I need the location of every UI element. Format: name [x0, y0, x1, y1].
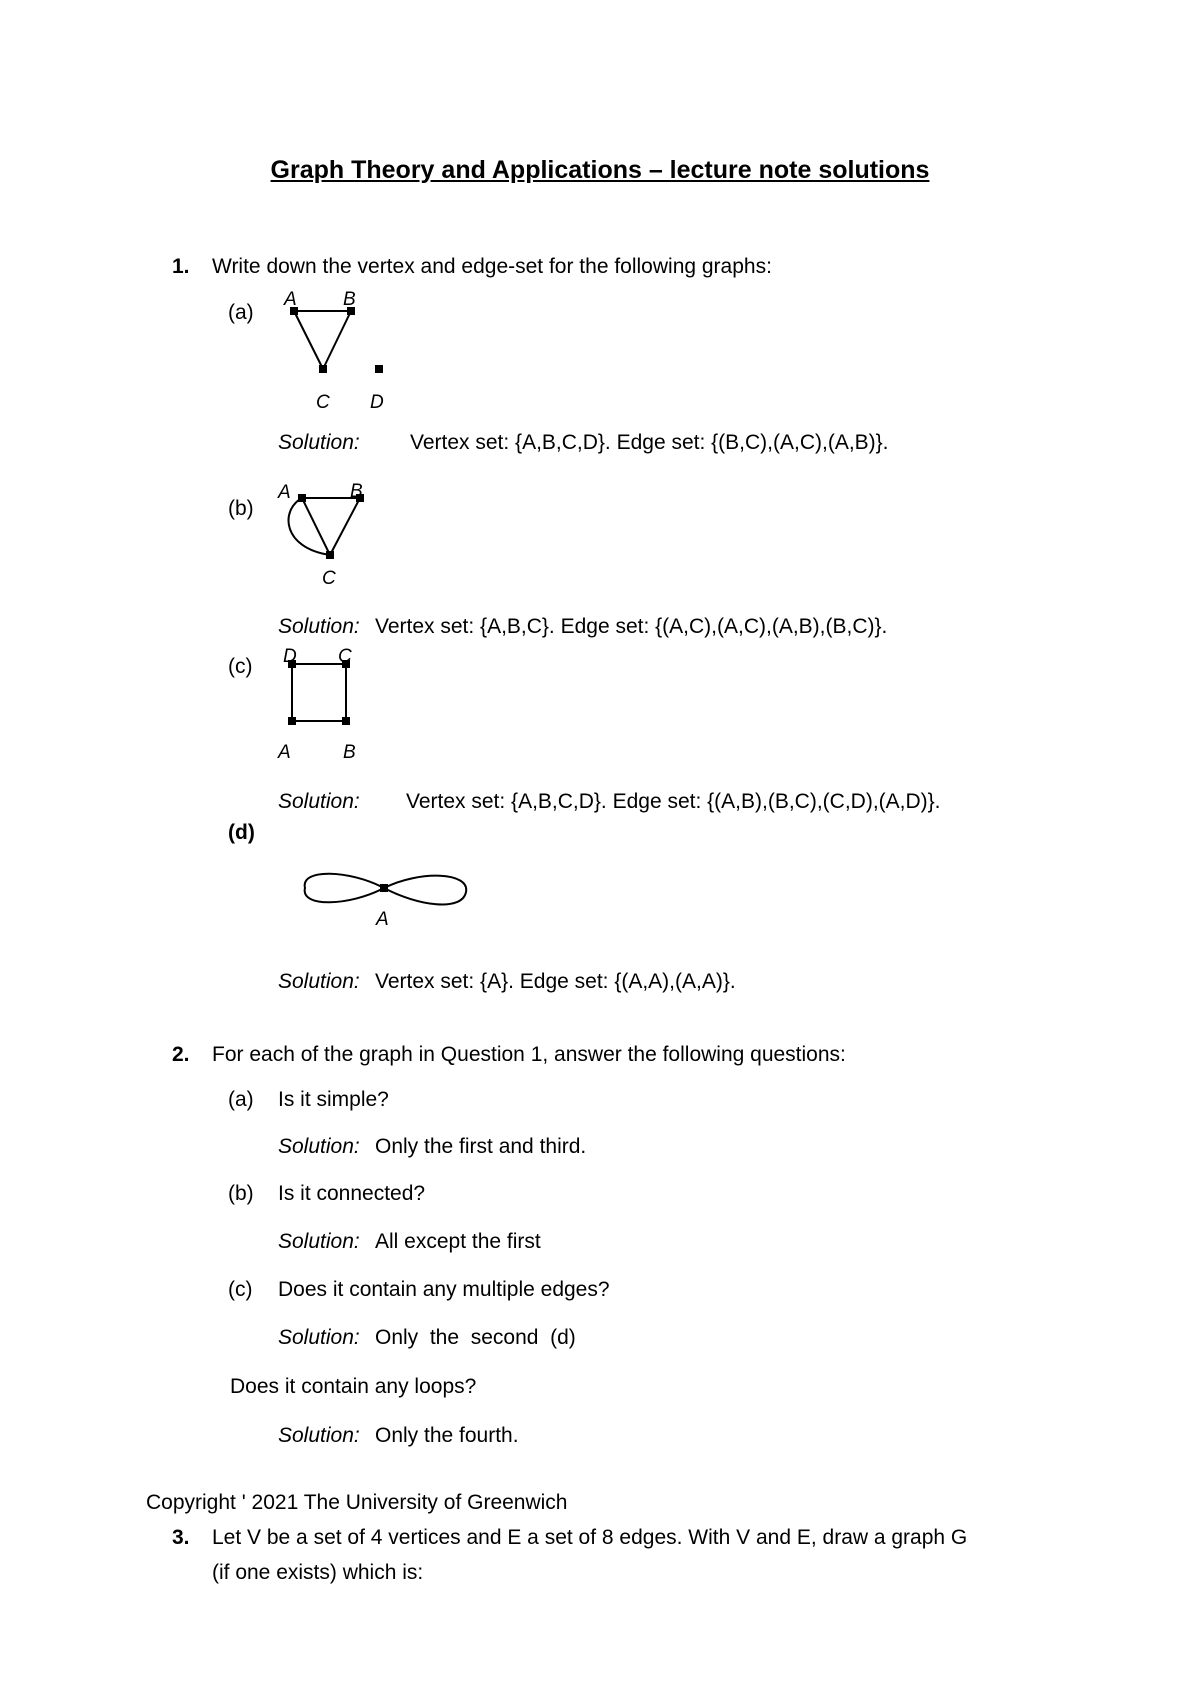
q1d-solution-text: Vertex set: {A}. Edge set: {(A,A),(A,A)}.: [375, 970, 736, 993]
q2a-question: Is it simple?: [278, 1088, 389, 1111]
q1a-solution-label: Solution:: [278, 431, 360, 454]
graph-d-label-a: A: [376, 909, 389, 930]
q2a-solution-text: Only the first and third.: [375, 1135, 587, 1158]
graph-b-label-c: C: [322, 568, 336, 589]
graph-a-label-c: C: [316, 392, 330, 413]
q2c-question: Does it contain any multiple edges?: [278, 1278, 610, 1301]
q2b-solution-text: All except the first: [375, 1230, 541, 1253]
q2a-label: (a): [228, 1088, 254, 1111]
q1-text: Write down the vertex and edge-set for the following graphs:: [212, 255, 772, 278]
q2-extra-solution-label: Solution:: [278, 1424, 360, 1447]
q3-line1: Let V be a set of 4 vertices and E a set of 8 edges. With V and E, draw a graph G: [212, 1526, 968, 1549]
q2-text: For each of the graph in Question 1, answer the following questions:: [212, 1043, 846, 1066]
graph-a-label-b: B: [343, 289, 356, 310]
q2c-solution-text: Only the second (d): [375, 1326, 576, 1349]
q2b-solution-label: Solution:: [278, 1230, 360, 1253]
copyright: Copyright ' 2021 The University of Greenwich: [146, 1491, 568, 1514]
graph-b-label-a: A: [278, 482, 291, 503]
q1c-solution-label: Solution:: [278, 790, 360, 813]
q1d-label: (d): [228, 821, 255, 844]
graph-a-label-a: A: [284, 289, 297, 310]
q1b-solution-label: Solution:: [278, 615, 360, 638]
q1c-label: (c): [228, 655, 253, 678]
q1b-label: (b): [228, 497, 254, 520]
q1b-solution-text: Vertex set: {A,B,C}. Edge set: {(A,C),(A,C),(A,B),(B,C)}.: [375, 615, 888, 638]
q1c-solution-text: Vertex set: {A,B,C,D}. Edge set: {(A,B),(B,C),(C,D),(A,D)}.: [406, 790, 941, 813]
graph-c-label-d: D: [283, 646, 297, 667]
graph-c-label-b: B: [343, 742, 356, 763]
q1a-solution-text: Vertex set: {A,B,C,D}. Edge set: {(B,C),(A,C),(A,B)}.: [410, 431, 889, 454]
q1-number: 1.: [172, 255, 190, 278]
q2b-question: Is it connected?: [278, 1182, 426, 1205]
q2-extra-question: Does it contain any loops?: [230, 1375, 477, 1398]
q2-extra-solution-text: Only the fourth.: [375, 1424, 519, 1447]
q1a-label: (a): [228, 301, 254, 324]
q2-number: 2.: [172, 1043, 190, 1066]
graph-b-label-b: B: [350, 481, 363, 502]
page-title: Graph Theory and Applications – lecture note solutions: [270, 156, 930, 184]
q2c-label: (c): [228, 1278, 253, 1301]
q2a-solution-label: Solution:: [278, 1135, 360, 1158]
q3-number: 3.: [172, 1526, 190, 1549]
graph-c-label-a: A: [278, 742, 291, 763]
graph-d-vertex-a: [380, 884, 388, 892]
q2c-solution-label: Solution:: [278, 1326, 360, 1349]
q3-line2: (if one exists) which is:: [212, 1561, 424, 1584]
q1d-solution-label: Solution:: [278, 970, 360, 993]
q2b-label: (b): [228, 1182, 254, 1205]
graph-c-label-c: C: [338, 646, 352, 667]
graph-a-label-d: D: [370, 392, 384, 413]
